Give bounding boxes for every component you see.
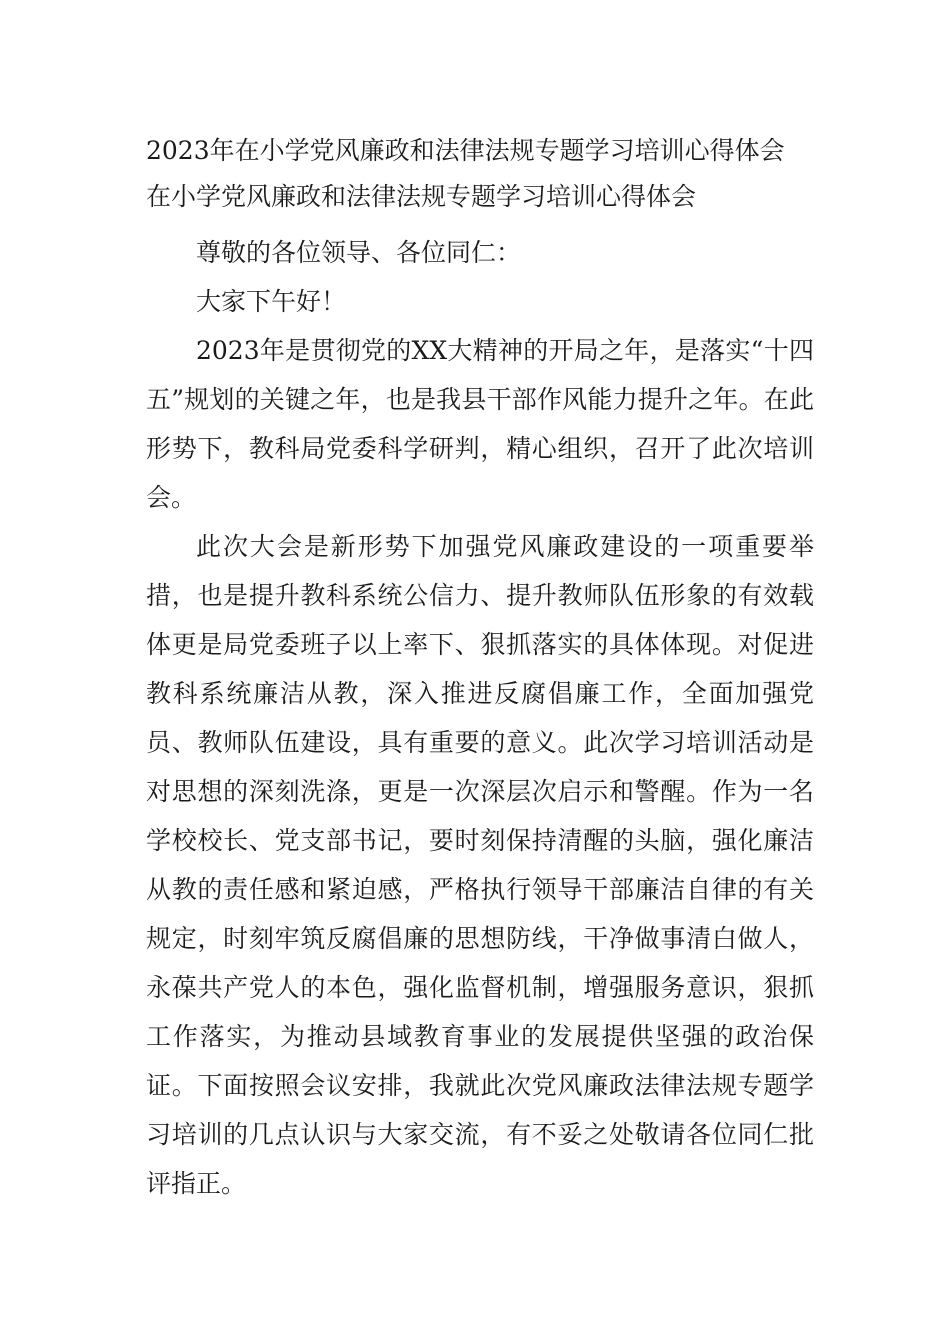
document-title: 2023年在小学党风廉政和法律法规专题学习培训心得体会 bbox=[146, 136, 785, 165]
greeting: 大家下午好！ bbox=[196, 287, 347, 316]
salutation: 尊敬的各位领导、各位同仁： bbox=[196, 238, 522, 267]
paragraph-1: 2023年是贯彻党的XX大精神的开局之年，是落实“十四五”规划的关键之年，也是我县干部作风能力提升之年。在此形势下，教科局党委科学研判，精心组织，召开了此次培训会。 bbox=[146, 336, 814, 512]
paragraph-2: 此次大会是新形势下加强党风廉政建设的一项重要举措，也是提升教科系统公信力、提升教师队伍形象的有效载体更是局党委班子以上率下、狠抓落实的具体体现。对促进教科系统廉洁从教，深入推进反腐倡廉工作，全面加强党员、教师队伍建设，具有重要的意义。此次学习培训活动是对思想的深刻洗涤，更是一次深层次启示和警醒。作为一名学校校长、党支部书记，要时刻保持清醒的头脑，强化廉洁从教的责任感和紧迫感，严格执行领导干部廉洁自律的有关规定，时刻牢筑反腐倡廉的思想防线，干净做事清白做人，永葆共产党人的本色，强化监督机制，增强服务意识，狠抓工作落实，为推动县域教育事业的发展提供坚强的政治保证。下面按照会议安排，我就此次党风廉政法律法规专题学习培训的几点认识与大家交流，有不妥之处敬请各位同仁批评指正。 bbox=[146, 532, 814, 1198]
document-content bbox=[146, 128, 814, 1208]
document-body bbox=[146, 228, 814, 1208]
document-subtitle: 在小学党风廉政和法律法规专题学习培训心得体会 bbox=[146, 182, 697, 211]
